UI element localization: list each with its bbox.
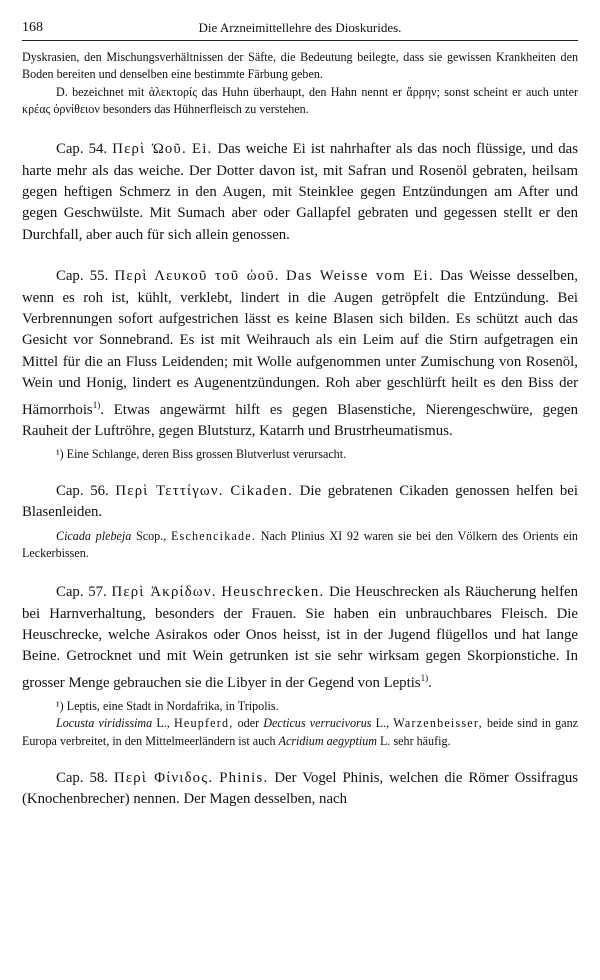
chapter-57 xyxy=(22,582,578,750)
chapter-56-text: Cap. 56. Περὶ Τεττίγων. Cikaden. Die gebratenen Cikaden genossen helfen bei Blasenleiden. xyxy=(22,482,578,521)
chapter-57-text: Cap. 57. Περὶ Ἀκρίδων. Heuschrecken. Die Heuschrecken als Räucherung helfen bei Harnverhaltung, besonders der Frauen. Sie haben ein unbrauchbares Fleisch. Die Heuschrecke, welche Asirakos oder Onos heisst, ist in der Jugend flügellos und hat lange Beine. Getrocknet und mit Wein getrunken ist sie sehr wirksam gegen Skorpionstiche. In grosser Menge gebrauchen sie die Libyer in der Gegend von Leptis$^{1)}$. xyxy=(22,584,578,691)
greek-heading: Περὶ Λευκοῦ τοῦ ὠοῦ. xyxy=(114,268,280,285)
chapter-57-note: Locusta viridissima L., Heupferd, oder Decticus verrucivorus L., Warzenbeisser, beide sind in ganz Europa verbreitet, in den Mittelmeerländern ist auch Acridium aegyptium L. sehr häufig. xyxy=(22,716,578,748)
footnote: ¹) Eine Schlange, deren Biss grossen Blutverlust verursacht. xyxy=(56,447,347,462)
chapter-title: Cikaden. xyxy=(230,482,293,499)
species-name: Decticus verrucivorus xyxy=(263,716,372,731)
chapter-title: Ei. xyxy=(191,141,213,158)
chapter-number: Cap. 55. xyxy=(56,268,109,285)
species-name: Cicada plebeja xyxy=(56,528,132,543)
chapter-58-text: Cap. 58. Περὶ Φίνιδος. Phinis. Der Vogel Phinis, welchen die Römer Ossifragus (Knochenbrecher) nennen. Der Magen desselben, nach xyxy=(22,769,578,808)
chapter-54 xyxy=(22,139,578,246)
page-header xyxy=(22,14,578,41)
chapter-55-text: Cap. 55. Περὶ Λευκοῦ τοῦ ὠοῦ. Das Weisse vom Ei. Das Weisse desselben, wenn es roh ist, kühlt, verklebt, lindert in die Augen getröpfelt die Entzündung. Bei Verbrennungen sofort aufgestrichen lässt es keine Blasen sich bilden. Es schützt auch das Gesicht vor Sonnebrand. Es ist mit Weihrauch als ein Leim auf die Stirn aufgetragen ein Mittel für die an Fluss Leidenden; mit Wolle aufgenommen unter Zumischung von Rosenöl, Wein und Honig, lindert es Augenentzündungen. Roh aber geschlürft heilt es den Biss der Hämorrhois$^{1)}$. Etwas angewärmt hilft es gegen Blasenstiche, Nierengeschwüre, gegen Rauheit der Luftröhre, gegen Blutsturz, Katarrh und Brustrheumatismus. xyxy=(22,268,578,439)
species-name: Locusta viridissima xyxy=(56,716,153,731)
chapter-title: Heuschrecken. xyxy=(221,584,325,601)
top-note-paragraph-2: D. bezeichnet mit ἀλεκτορίς das Huhn überhaupt, den Hahn nennt er ἄρρην; sonst scheint er auch unter κρέας ὀρνίθειον besonders das Hühnerfleisch zu verstehen. xyxy=(22,84,579,116)
species-name: Acridium aegyptium xyxy=(278,733,377,748)
greek-term: ἀλεκτορίς xyxy=(148,84,198,99)
chapter-number: Cap. 57. xyxy=(56,584,107,601)
book-page xyxy=(22,14,578,811)
chapter-58 xyxy=(22,768,578,811)
greek-heading: Περὶ Φίνιδος. xyxy=(114,769,214,786)
top-note-paragraph-1: Dyskrasien, den Mischungsverhältnissen der Säfte, die Bedeutung beilegte, dass sie gewissen Krankheiten den Boden bereiten und denselben eine bestimmte Färbung geben. xyxy=(22,50,578,82)
chapter-number: Cap. 54. xyxy=(56,141,108,158)
greek-heading: Περὶ Ὠοῦ. xyxy=(112,141,187,158)
footnote: ¹) Leptis, eine Stadt in Nordafrika, in Tripolis. xyxy=(56,699,279,714)
chapter-56-note: Cicada plebeja Scop., Eschencikade. Nach Plinius XI 92 waren sie bei den Völkern des Orients ein Leckerbissen. xyxy=(22,528,578,560)
chapter-number: Cap. 56. xyxy=(56,482,109,499)
top-note xyxy=(22,49,578,118)
chapter-55 xyxy=(22,266,578,463)
chapter-54-text: Cap. 54. Περὶ Ὠοῦ. Ei. Das weiche Ei ist nahrhafter als das noch flüssige, und das harte mehr als das weiche. Der Dotter davon ist, mit Safran und Rosenöl gebraten, heilsam gegen heftigen Schmerz in den Augen, mit Steinklee gegen Entzündungen am After und gegen Geschwülste. Mit Sumach aber oder Gallapfel gebraten und gegessen stellt er den Durchfall, aber auch für sich allein genossen. xyxy=(22,141,578,243)
chapter-56 xyxy=(22,481,578,562)
chapter-title: Phinis. xyxy=(219,769,269,786)
chapter-title: Das Weisse vom Ei. xyxy=(285,268,434,285)
greek-term: ἄρρην xyxy=(406,84,437,99)
greek-heading: Περὶ Τεττίγων. xyxy=(115,482,224,499)
footnote-reference: 1) xyxy=(420,672,429,683)
running-title: Die Arzneimittellehre des Dioskurides. xyxy=(198,20,402,35)
footnote-reference: 1) xyxy=(92,399,101,410)
page-number: 168 xyxy=(22,20,43,35)
chapter-number: Cap. 58. xyxy=(56,769,109,786)
greek-term: κρέας ὀρνίθειον xyxy=(22,101,100,116)
greek-heading: Περὶ Ἀκρίδων. xyxy=(111,584,217,601)
